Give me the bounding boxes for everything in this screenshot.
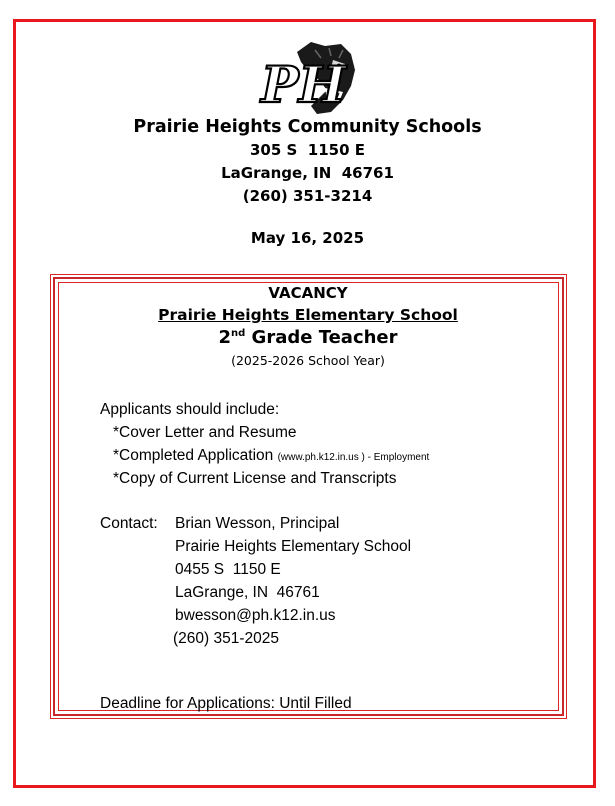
vacancy-heading: VACANCY: [268, 284, 348, 302]
grade-suffix: nd: [231, 328, 246, 339]
vacancy-position: [52, 327, 564, 348]
district-address-line2: LaGrange, IN 46761: [221, 164, 394, 182]
grade-number: 2: [218, 327, 231, 348]
applicant-item-license: *Copy of Current License and Transcripts: [113, 470, 397, 487]
contact-city: LaGrange, IN 46761: [175, 584, 320, 601]
application-deadline: Deadline for Applications: Until Filled: [100, 695, 352, 712]
contact-school: Prairie Heights Elementary School: [175, 538, 412, 555]
district-name: Prairie Heights Community Schools: [133, 117, 482, 137]
application-link[interactable]: (www.ph.k12.in.us ) - Employment: [277, 452, 430, 463]
contact-label: Contact:: [100, 515, 158, 532]
panther-logo-icon: [255, 40, 359, 116]
school-year: (2025-2026 School Year): [231, 353, 385, 368]
position-title: Grade Teacher: [245, 327, 398, 348]
contact-name: Brian Wesson, Principal: [175, 515, 340, 532]
applicant-item-cover-letter: *Cover Letter and Resume: [113, 424, 297, 441]
district-address-line1: 305 S 1150 E: [250, 141, 365, 159]
contact-street: 0455 S 1150 E: [175, 561, 281, 578]
application-label: *Completed Application: [113, 447, 274, 464]
contact-phone: (260) 351-2025: [173, 630, 279, 647]
district-phone: (260) 351-3214: [242, 187, 373, 205]
contact-email[interactable]: bwesson@ph.k12.in.us: [175, 607, 336, 624]
posting-date: May 16, 2025: [250, 229, 365, 247]
applicant-item-application: [113, 447, 429, 465]
logo-lettering: PH: [261, 55, 346, 114]
vacancy-school: Prairie Heights Elementary School: [158, 306, 458, 324]
applicants-intro: Applicants should include:: [100, 401, 280, 418]
